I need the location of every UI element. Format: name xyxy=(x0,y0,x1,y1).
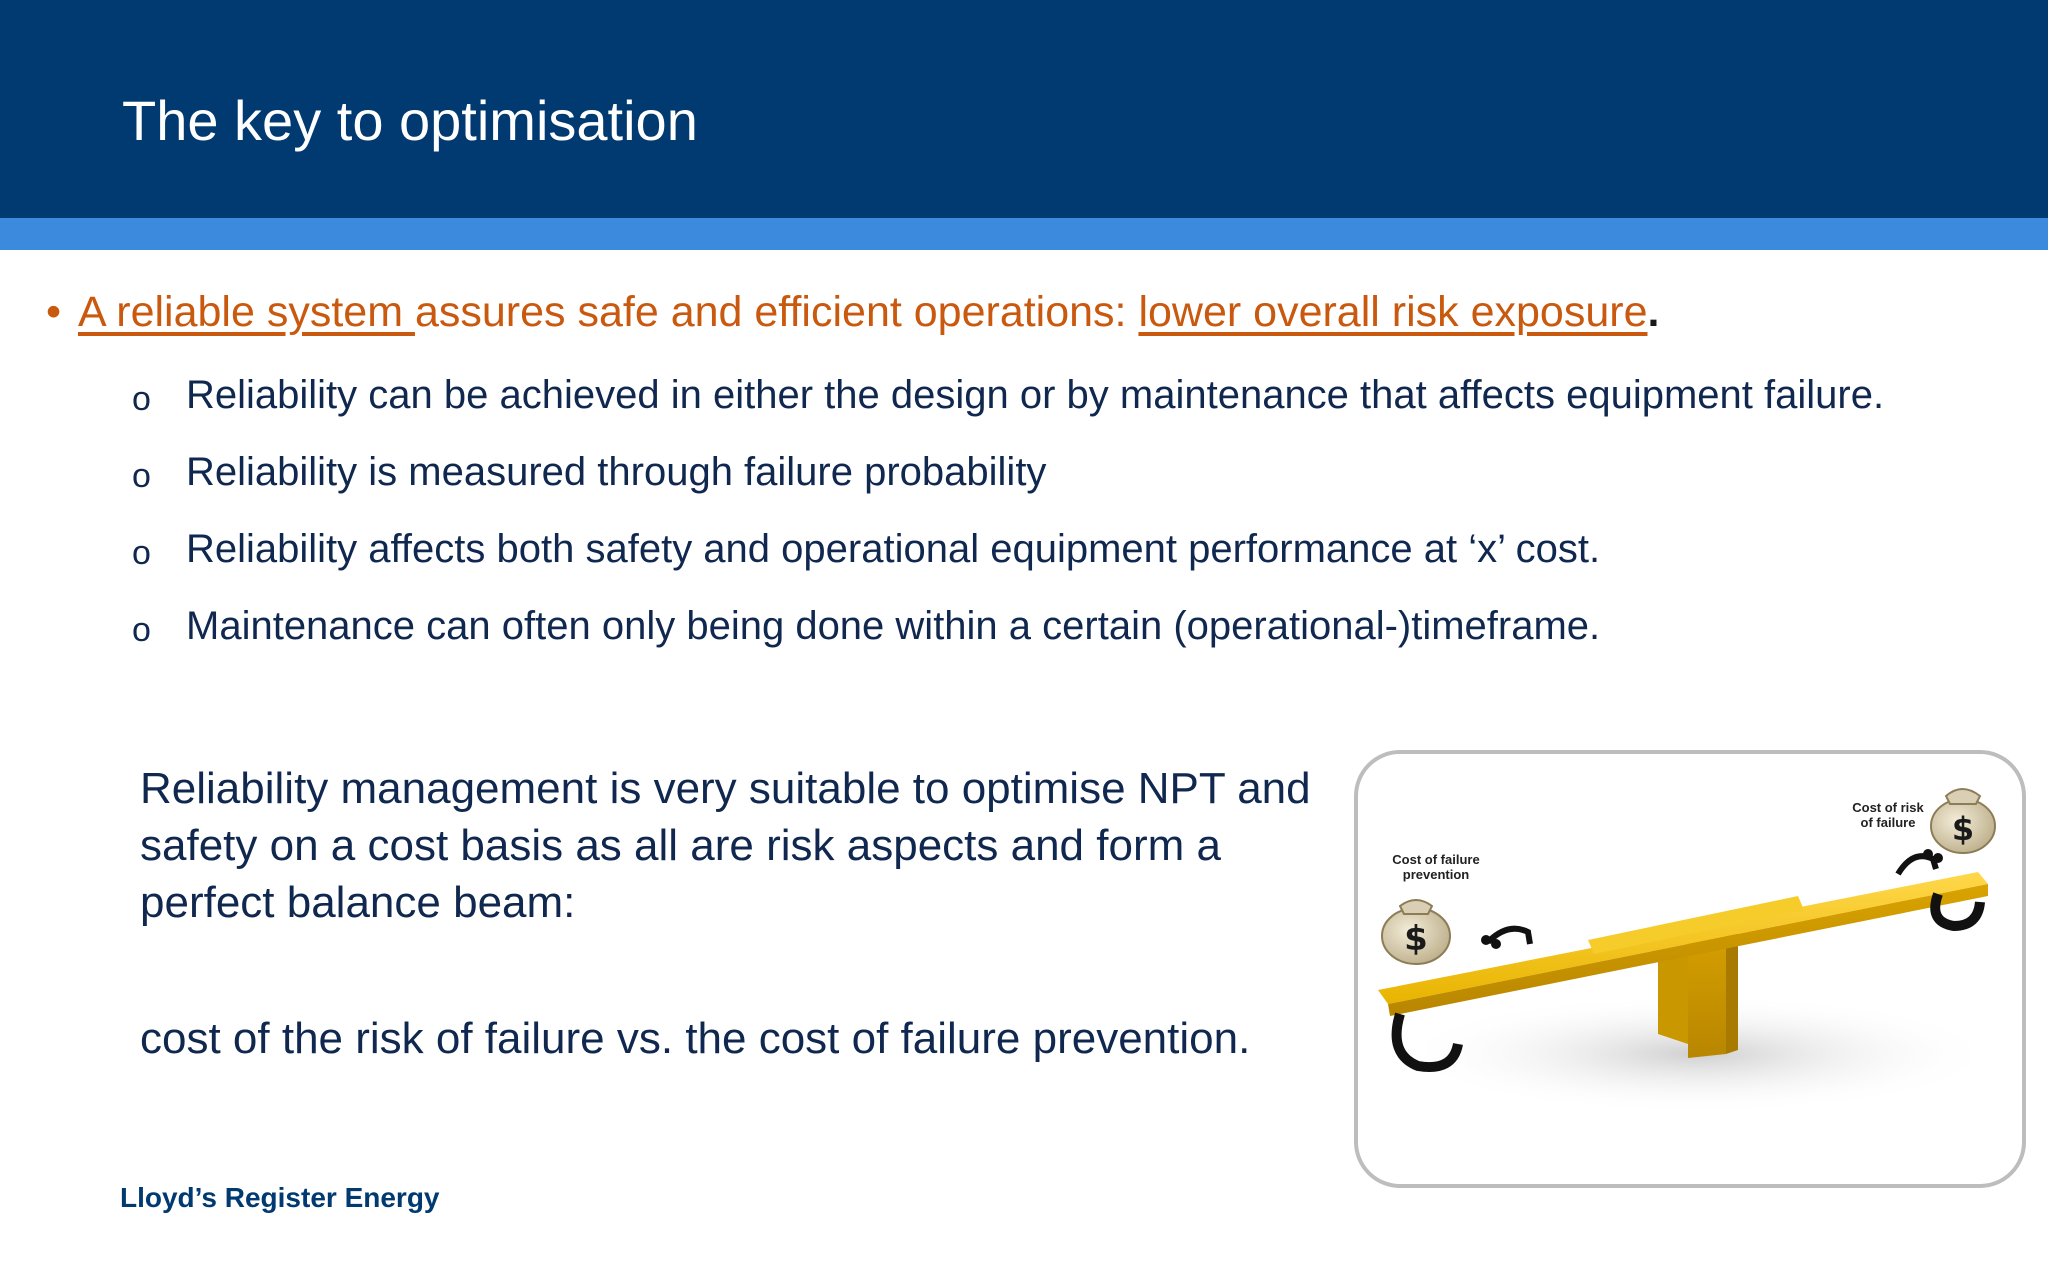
left-label-line2: prevention xyxy=(1402,867,1470,882)
company-logo: Lloyd’s Register Energy xyxy=(120,1182,440,1213)
left-handle-knob xyxy=(1491,939,1501,949)
right-label-line1: Cost of risk xyxy=(1852,800,1924,815)
slide-title: The key to optimisation xyxy=(122,89,698,152)
header-stripe xyxy=(0,218,2048,250)
cost-comparison-text: cost of the risk of failure vs. the cost of failure prevention. xyxy=(140,1014,1251,1063)
left-label-line1: Cost of failure xyxy=(1392,852,1480,867)
main-bullet-period: . xyxy=(1647,288,1660,336)
right-handle-knob xyxy=(1923,849,1933,859)
left-handle-knob xyxy=(1481,935,1491,945)
circle-bullet-icon: o xyxy=(132,611,151,649)
sub-bullet-item xyxy=(132,447,1912,498)
bullet-dot: • xyxy=(46,288,62,336)
seesaw-illustration xyxy=(1354,750,2026,1188)
right-handle-knob xyxy=(1933,853,1943,863)
circle-bullet-icon: o xyxy=(132,457,151,495)
balance-paragraph: Reliability management is very suitable to optimise NPT and safety on a cost basis as all are risk aspects and form a perfect balance beam: xyxy=(140,764,1311,927)
left-money-bag-icon xyxy=(1382,900,1450,964)
main-bullet-text: assures safe and efficient operations: xyxy=(414,288,1139,336)
sub-bullet-text: Reliability is measured through failure probability xyxy=(186,450,1047,494)
dollar-sign: $ xyxy=(1404,919,1428,959)
dollar-sign: $ xyxy=(1951,810,1975,848)
sub-bullet-item xyxy=(132,601,1912,652)
circle-bullet-icon: o xyxy=(132,380,151,418)
risk-exposure-link[interactable]: lower overall risk exposure xyxy=(1138,288,1648,336)
sub-bullet-list xyxy=(132,370,1912,678)
main-bullet xyxy=(46,288,1659,337)
sub-bullet-item xyxy=(132,370,1912,421)
right-handle-icon xyxy=(1898,856,1936,874)
sub-bullet-item xyxy=(132,524,1912,575)
right-label-line2: of failure xyxy=(1860,815,1916,830)
sub-bullet-text: Maintenance can often only being done within a certain (operational-)timeframe. xyxy=(186,604,1601,648)
sub-bullet-text: Reliability can be achieved in either the design or by maintenance that affects equipment failure. xyxy=(186,373,1885,417)
reliable-system-link[interactable]: A reliable system xyxy=(78,288,415,336)
sub-bullet-text: Reliability affects both safety and operational equipment performance at ‘x’ cost. xyxy=(186,527,1601,571)
circle-bullet-icon: o xyxy=(132,534,151,572)
seesaw-image xyxy=(1358,754,2022,1184)
right-money-bag-icon xyxy=(1931,789,1995,853)
